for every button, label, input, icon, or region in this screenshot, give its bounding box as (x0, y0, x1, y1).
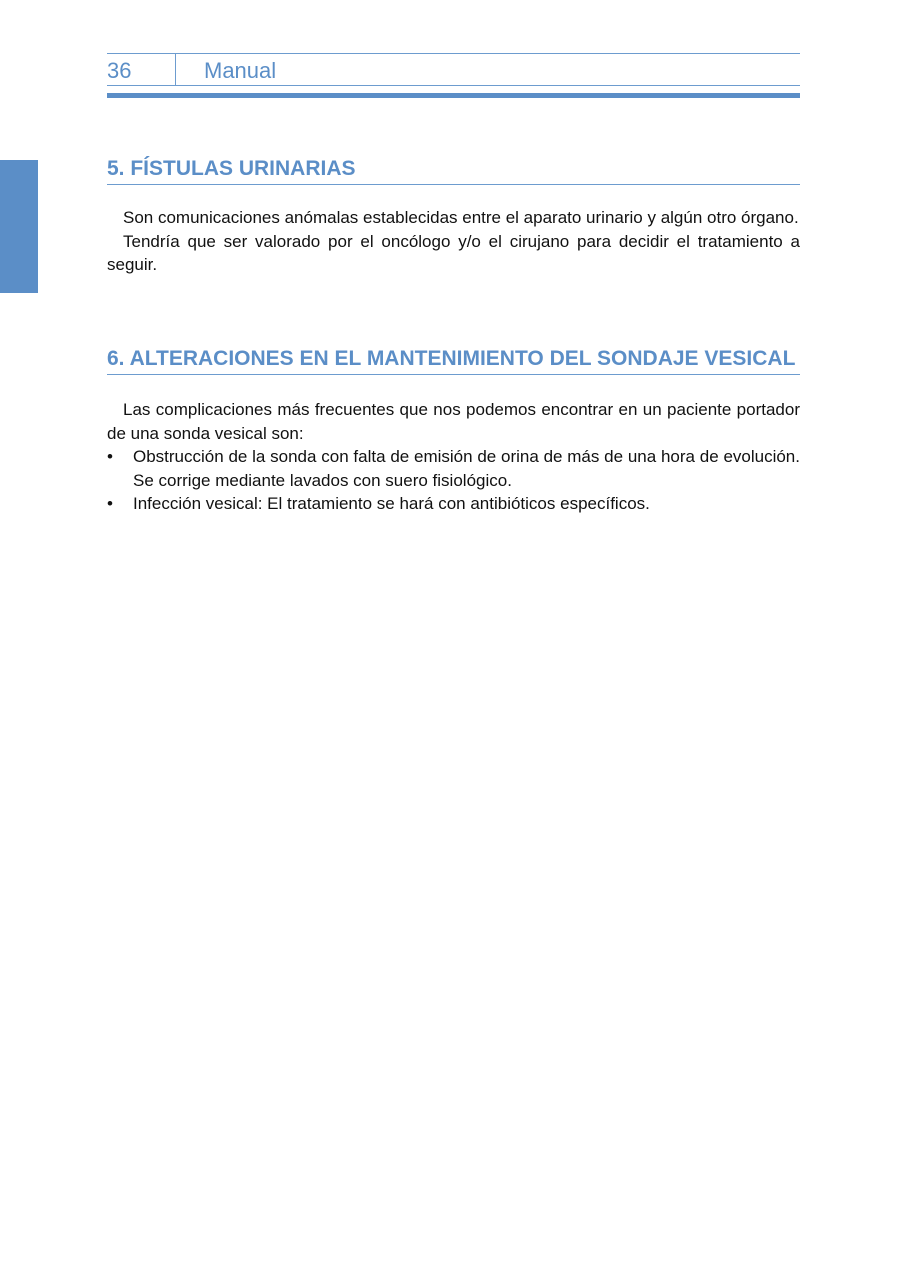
running-title: Manual (204, 58, 277, 83)
bullet-list (107, 445, 800, 516)
paragraph: Son comunicaciones anómalas establecidas entre el aparato urinario y algún otro órgano. (123, 208, 799, 227)
page-number: 36 (107, 58, 132, 83)
list-item (107, 492, 800, 516)
header-thick-rule (107, 93, 800, 98)
section-sondaje (107, 345, 800, 516)
list-item-text: Infección vesical: El tratamiento se hará con antibióticos específicos. (133, 494, 650, 513)
paragraph: Las complicaciones más frecuentes que nos podemos encontrar en un paciente portador de una sonda vesical son: (107, 400, 800, 443)
paragraph: Tendría que ser valorado por el oncólogo y/o el cirujano para decidir el tratamiento a seguir. (107, 231, 800, 274)
list-item-text: Obstrucción de la sonda con falta de emisión de orina de más de una hora de evolución. Se corrige mediante lavados con suero fisiológico. (133, 447, 800, 490)
section-heading: 5. FÍSTULAS URINARIAS (107, 155, 800, 185)
header-top-rule (107, 53, 800, 54)
bullet-symbol: • (107, 494, 113, 513)
header-bottom-rule (107, 85, 800, 86)
header-divider (175, 53, 176, 86)
section-fistulas (107, 155, 800, 277)
bullet-symbol: • (107, 447, 113, 466)
section-heading: 6. ALTERACIONES EN EL MANTENIMIENTO DEL SONDAJE VESICAL (107, 345, 800, 375)
chapter-side-tab (0, 160, 38, 293)
list-item (107, 445, 800, 492)
page-header (107, 53, 800, 98)
